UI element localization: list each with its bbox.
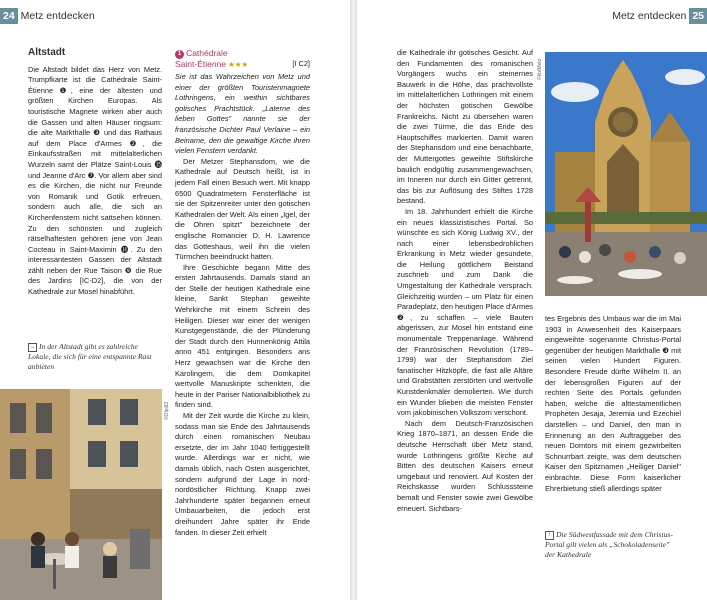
right-paragraph-1: die Kathedrale ihr gotisches Gesicht. Auf den Fundamenten des romanischen Vorgängers wuchs ein steinernes Bauwerk in die Höhe, das prachtvollste im mittelalterlichen Lothringen mit einem der höchsten gotischen Gewölbe Frankreichs. Nicht zu übersehen waren die zwei Türme, die das Ende des Hauptschiffes markierten. Damit waren der Stephansdom und eine benachbarte, der Muttergottes geweihte Stiftskirche baulich endgültig zusammengewachsen, im Inneren nur durch ein Gitter getrennt, das bis zur Auflösung des Stiftes 1728 bestand. bbox=[397, 48, 533, 206]
left-page bbox=[0, 0, 350, 600]
entry-paragraph-1: Der Metzer Stephansdom, wie die Kathedrale auf Deutsch heißt, ist in jedem Fall einen Besuch wert. Mit knapp 6500 Quadratmetern Fensterfläche ist sie der Spitzenreiter unter den gotischen Kathedralen der Welt. Als einen „Igel, der die Ohren spitzt" bezeichnete der englische Romancier D. H. Lawrence das Gotteshaus, weil ihn die vielen Türmchen beeindruckt hatten. bbox=[175, 156, 310, 262]
right-col2-paragraph: tes Ergebnis des Umbaus war die im Mai 1903 in Anwesenheit des Kaiserpaars eingeweihte sogenannte Christus-Portal gegenüber der heutigen Markthalle ❸ mit seinen vielen Hundert Figuren. Besondere Freude dürfte Wilhelm II. an der lebensgroßen Figuren auf der rechten Seite des Portals gefunden haben, welche die alttestamentlichen Propheten Jesaja, Jeremia und Ezechiel darstellen – und Daniel, den man in Erinnerung an den Auftraggeber des neuen Domtors mit einem gezwirbelten Schnurrbart zeigte, was dem deutschen Kaiser den Spitznamen „Heiliger Daniel" einbrachte. Diese Form kaiserlicher Ehrerbietung stieß allerdings später bbox=[545, 314, 681, 493]
left-column-2 bbox=[175, 48, 310, 538]
caption-arrow-icon: → bbox=[29, 343, 36, 350]
entry-title-line2: Saint-Étienne bbox=[175, 59, 227, 69]
cathedral-photo bbox=[545, 52, 707, 296]
running-head-right bbox=[612, 8, 707, 24]
entry-paragraph-3: Mit der Zeit wurde die Kirche zu klein, sodass man sie Ende des Jahrtausends durch einen romanischen Neubau ersetzte, der im Jahr 1040 fertiggestellt wurde. Allerdings war er nicht, wie damals üblich, nach Osten ausgerichtet, sondern aufgrund der Lage in nord-nordöstlicher Richtung. Knapp zwei Jahrhunderte später begannen erneut Umbauarbeiten, die jedoch erst dreihundert Jahre später ihr Ende fanden. In dieser Zeit erhielt bbox=[175, 411, 310, 537]
left-photo-credit: ©Olpi83 bbox=[164, 401, 170, 420]
right-column-2 bbox=[545, 314, 681, 494]
page-number-right: 25 bbox=[689, 8, 707, 24]
right-paragraph-2: Im 18. Jahrhundert erhielt die Kirche ein neues klassizistisches Portal. So wünschte es sich König Ludwig XV., der nach einer lebensbedrohlichen Erkrankung in Metz wieder gesundete, die Heilung göttlichem Beistand zuschrieb und zum Dank die Umgestaltung der Kathedrale versprach. Gleichzeitig wurden – um Platz für einen Paradeplatz, den heutigen Place d'Armes ❷, zu schaffen – viele Bauten abgerissen, zur Mosel hin entstand eine monumentale Treppenanlage. Während der Französischen Revolution (1789–1799) war der Stephansdom Ziel fanatischer Hitzköpfe, die fast alle Altäre und Grabstätten zerstörten und wertvolle Kunstdenkmäler demolierten. Wie durch ein Wunder blieben die meisten Fenster vom jakobinischen Volkszorn verschont. bbox=[397, 206, 533, 418]
entry-intro: Sie ist das Wahrzeichen von Metz und einer der größten Touristenmagnete Lothringens, ein weithin sichtbares gotisches Prachtstück. „Laterne des lieben Gottes" nannte sie der französische Dichter Paul Verlaine – ein Beiname, den die gewaltige Kirche ihren vielen Fenstern verdankt. bbox=[175, 72, 310, 156]
right-photo-caption bbox=[545, 530, 681, 560]
street-cafe-photo bbox=[0, 389, 162, 600]
page-number-left: 24 bbox=[0, 8, 18, 24]
left-caption-text: In der Altstadt gibt es zahlreiche Lokale, die sich für eine entspannte Rast anbieten bbox=[28, 342, 152, 371]
right-page bbox=[357, 0, 707, 600]
entry-grid-ref: [I C2] bbox=[292, 59, 310, 68]
caption-arrow-icon-right: ↑ bbox=[545, 531, 554, 540]
entry-number-pin: 1 bbox=[175, 50, 184, 59]
left-column-1 bbox=[28, 48, 162, 298]
entry-stars: ★★★ bbox=[228, 60, 248, 69]
running-head-text-left: Metz entdecken bbox=[20, 10, 95, 22]
right-paragraph-3: Nach dem Deutsch-Französischen Krieg 1870–1871, an dessen Ende die deutsche Herrschaft über Metz stand, wurde Lothringens größte Kirche auf Bitten des deutschen Kaisers erneut umgebaut und renoviert. Auf Kosten der Reichskasse wurden Schlusssteine bemalt und Fenster sowie zwei Gewölbe erneuert. Sichtbars- bbox=[397, 418, 533, 513]
altstadt-paragraph: Die Altstadt bildet das Herz von Metz. Trumpfkarte ist die Cathédrale Saint-Étienne ❶, eine der ältesten und größten Kirchen Europas. Als touristische Magnete wirken aber auch die Gassen und alten Häuser ringsum: die alte Markthalle ❸ und das Rathaus auf dem Place d'Armes ❷, die Einkaufsstraßen mit mittelalterlichen Wurzeln samt der Plätze Saint-Louis ⓯ und Jeanne d'Arc ❼. Vor allem aber sind es die Kirchen, die nicht nur Freunde von Romanik und Gotik erfreuen, sondern auch alle, die sich an Kirchenfenstern nicht sattsehen können. Zu den schönsten und zugleich rätselhaftesten gehören jene von Jean Cocteau in Saint-Maximin ⓮. Zu den interessantesten Gassen der Altstadt zählt neben der Rue Taison ❾ die Rue des Jardins [IC-D2], die von der Kathedrale zur Mosel hinabführt. bbox=[28, 64, 162, 297]
section-title: Altstadt bbox=[28, 47, 66, 58]
left-photo-caption bbox=[28, 342, 162, 372]
right-column-1 bbox=[397, 48, 533, 514]
running-head-text-right: Metz entdecken bbox=[612, 10, 687, 22]
entry-paragraph-2: Ihre Geschichte begann Mitte des ersten Jahrtausends. Damals stand an der Stelle der heutigen Kathedrale eine kleine, Sankt Stephan geweihte Wehrkirche mit einem Schrein des Heiligen. Dieser war einer der wenigen Kunstgegenstände, die der Plünderung der Stadt durch den Hunnenkönig Attila anno 451 entgingen. Besonders ans Herz gewachsen war die Kirche den Karolingern, die dem Domkapitel wertvolle Manuskripte schenkten, die heute in der Pariser Nationalbibliothek zu finden sind. bbox=[175, 262, 310, 410]
running-head-left bbox=[0, 8, 95, 24]
entry-heading bbox=[175, 48, 310, 70]
book-gutter bbox=[350, 0, 357, 600]
right-caption-text: Die Südwestfassade mit dem Christus-Portal gilt vielen als „Schokoladenseite" der Kathedrale bbox=[545, 530, 673, 559]
right-photo-credit: ©kb/Metz bbox=[537, 58, 543, 80]
entry-title-line1: Cathédrale bbox=[186, 48, 228, 58]
